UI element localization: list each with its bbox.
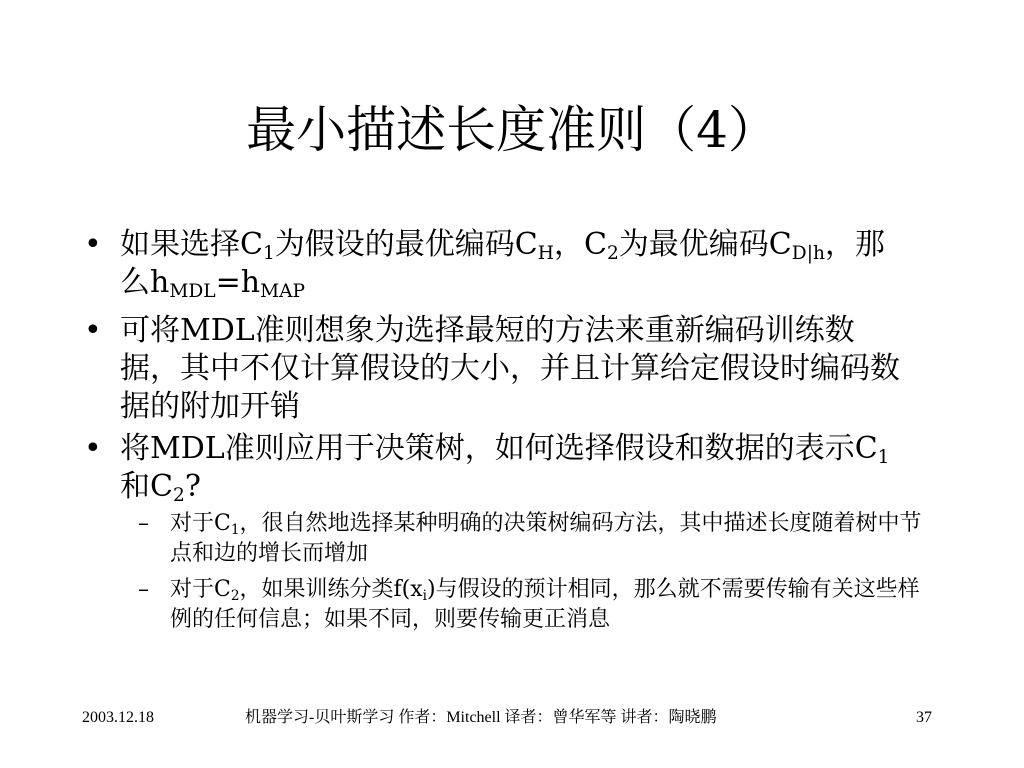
bullet-marker: • bbox=[84, 313, 102, 348]
sub-bullet-marker: – bbox=[138, 511, 149, 536]
footer-course: 机器学习-贝叶斯学习 作者：Mitchell 译者：曾华军等 讲者：陶晓鹏 bbox=[245, 709, 717, 726]
bullet-marker: • bbox=[84, 227, 102, 262]
sub-bullet-text: 对于$C_2$，如果训练分类$f(x_i)$与假设的预计相同，那么就不需要传输有关这些样例的任何信息；如果不同，则要传输更正消息 bbox=[170, 577, 920, 632]
slide-title: 最小描述长度准则（4） bbox=[246, 101, 778, 159]
bullet-marker: • bbox=[84, 431, 102, 466]
bullet-item bbox=[84, 430, 910, 507]
footer-page-number: 37 bbox=[916, 709, 932, 726]
sub-bullet-text: 对于$C_1$，很自然地选择某种明确的决策树编码方法，其中描述长度随着树中节点和边的增长而增加 bbox=[170, 511, 922, 566]
bullet-text: 如果选择$C_1$为假设的最优编码$C_H$，$C_2$为最优编码$C_{D|h}$，那么$h_{MDL}=h_{MAP}$ bbox=[120, 227, 885, 303]
sub-bullet-item bbox=[138, 575, 930, 635]
bullet-item bbox=[84, 226, 910, 303]
bullet-text: 将MDL准则应用于决策树，如何选择假设和数据的表示$C_1$和$C_2$? bbox=[120, 431, 890, 507]
footer-date: 2003.12.18 bbox=[82, 709, 154, 726]
bullet-text: 可将MDL准则想象为选择最短的方法来重新编码训练数据，其中不仅计算假设的大小，并且计算给定假设时编码数据的附加开销 bbox=[120, 313, 900, 424]
bullet-item bbox=[84, 312, 910, 426]
sub-bullet-item bbox=[138, 509, 930, 569]
sub-bullet-marker: – bbox=[138, 577, 149, 602]
